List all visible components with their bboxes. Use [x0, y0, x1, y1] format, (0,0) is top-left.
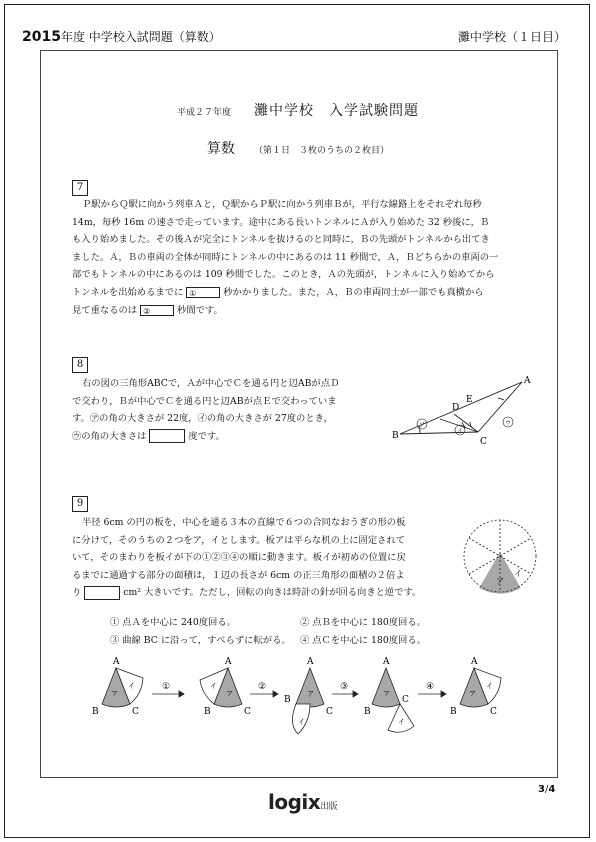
fig8-label-e: E	[466, 395, 473, 405]
q9-line-5	[72, 584, 442, 602]
fig9-step2-c: C	[326, 707, 333, 717]
question-9-number: 9	[72, 496, 88, 512]
fig9-step4-i-sector: イ	[486, 682, 493, 690]
q9-option-1: ① 点Ａを中心に 240度回る。	[110, 617, 236, 628]
fig9-arrow-1: ①	[162, 682, 171, 692]
exam-subject: 算数	[206, 141, 235, 157]
q7-line: も入り始めました。その後Ａが完全にトンネルを抜けるのと同時に，Ｂの先頭がトンネルから出てき	[72, 234, 490, 246]
fig8-angle-a: ア	[419, 422, 426, 429]
q7-line: ました。Ａ，Ｂの車両の全体が同時にトンネルの中にあるのは 11 秒間で，Ａ，Ｂどちらかの車両の一	[72, 251, 499, 263]
fig9-step1-b: B	[204, 707, 211, 717]
fig9-step2-b: B	[284, 695, 291, 705]
question-8-number: 8	[72, 357, 88, 373]
fig9-step4-a-sector: ア	[469, 690, 476, 698]
fig9-step3-i-sector: イ	[398, 718, 405, 726]
fig9-step0-b: B	[92, 707, 99, 717]
q7-line-7	[72, 302, 542, 320]
fig8-angle-i: イ	[457, 428, 464, 435]
q8-line: す。㋐の角の大きさが 22度，㋑の角の大きさが 27度のとき，	[72, 413, 333, 425]
q9-circle-figure	[462, 518, 538, 594]
fig8-label-d: D	[452, 403, 460, 413]
fig9-step3-b: B	[364, 707, 371, 717]
q9-line5-after: cm² 大きいです。ただし，回転の向きは時計の針が回る向きと逆です。	[123, 587, 422, 599]
question-9-text	[72, 514, 442, 602]
fig9-step4-c: C	[490, 707, 497, 717]
page-number: 3∕4	[538, 784, 556, 795]
q8-line: 右の図の三角形ABCで，Ａが中心でＣを通る円と辺ABが点Ｄ	[82, 378, 340, 389]
q7-line6-after: 秒かかりました。また，Ａ，Ｂの車両同士が一部でも真横から	[223, 286, 484, 298]
fig9-step4-a: A	[471, 657, 478, 667]
q9-steps-figure	[88, 654, 528, 738]
fig9-step2-a: A	[307, 657, 314, 667]
fig9-step3-a-sector: ア	[383, 690, 390, 698]
q8-line: で交わり，Ｂが中心でＣを通る円と辺ABが点Ｅで交わっていま	[72, 395, 337, 407]
q8-line-4	[72, 428, 382, 446]
fig9-step1-c: C	[244, 707, 251, 717]
q9-line: に分けて，そのうちの２つをア，イとします。板アは平らな机の上に固定されて	[72, 534, 406, 546]
fig9-step0-a: A	[113, 657, 120, 667]
logo-sub: 出版	[320, 802, 338, 812]
question-8-text	[72, 375, 382, 445]
q9-line: 半径 6cm の円の板を，中心を通る３本の直線で６つの合同なおうぎの形の板	[82, 517, 406, 528]
fig9-step0-i-sector: イ	[128, 682, 135, 690]
fig9-arrow-4: ④	[426, 682, 435, 692]
answer-box-q9[interactable]	[84, 586, 120, 600]
fig8-angle-u: ウ	[505, 420, 512, 427]
q8-last-before: ㋒の角の大きさは	[72, 430, 147, 442]
answer-box-2[interactable]: ②	[140, 305, 174, 316]
q7-line-6	[72, 284, 542, 302]
fig9-arrow-2: ②	[258, 682, 267, 692]
fig9-step4-b: B	[450, 707, 457, 717]
q7-line7-after: 秒間です。	[177, 304, 223, 316]
fig9-step2-i-sector: イ	[298, 718, 305, 726]
exam-note: （第１日 ３枚のうちの２枚目）	[254, 146, 390, 156]
q9-line5-before: り	[72, 587, 82, 599]
fig9-arrow-3: ③	[340, 682, 349, 692]
header-left-title: 年度 中学校入試問題（算数）	[60, 30, 221, 44]
exam-title-line	[0, 100, 596, 120]
q7-line6-before: トンネルを出始めるまでに	[72, 286, 184, 298]
publisher-logo	[268, 790, 337, 814]
fig8-label-b: B	[392, 431, 399, 441]
q7-line: 14m，毎秒 16m の速さで走っています。途中にある長いトンネルにＡが入り始めた 32 秒後に，Ｂ	[72, 216, 490, 228]
q9-line: いて，そのまわりを板イが下の①②③④の順に動きます。板イが初めの位置に戻	[72, 552, 406, 564]
exam-title: 灘中学校 入学試験問題	[254, 103, 420, 119]
q9-option-2: ② 点Ｂを中心に 180度回る。	[300, 617, 426, 628]
fig9-step2-a-sector: ア	[307, 690, 314, 698]
fig9-step1-a-sector: ア	[226, 690, 233, 698]
answer-box-1[interactable]: ①	[186, 287, 220, 298]
q9-line: るまでに通過する部分の面積は，１辺の長さが 6cm の正三角形の面積の２倍よ	[72, 569, 405, 581]
q7-line: 部でもトンネルの中にあるのは 109 秒間でした。このとき，Ａの先頭が，トンネルに入り始めてから	[72, 269, 495, 281]
subject-line	[0, 138, 596, 158]
header-right-title: 灘中学校（１日目）	[457, 30, 566, 44]
q7-line7-before: 見て重なるのは	[72, 304, 138, 316]
q9-option-4: ④ 点Ｃを中心に 180度回る。	[300, 635, 426, 646]
question-7-number: 7	[72, 180, 88, 196]
q8-triangle-figure	[380, 370, 540, 450]
header-left	[22, 28, 221, 45]
answer-box-q8[interactable]	[149, 429, 185, 443]
fig9-step1-a: A	[225, 657, 232, 667]
page-total: 4	[548, 784, 556, 795]
logo-text: logix	[268, 790, 321, 814]
question-7-text	[72, 196, 542, 319]
header-year: 2015	[22, 29, 61, 45]
fig8-label-c: C	[480, 437, 487, 447]
exam-era: 平成２７年度	[176, 108, 231, 118]
q8-last-after: 度です。	[188, 430, 225, 442]
fig9-step3-c: C	[402, 695, 409, 705]
fig9-label-i: イ	[514, 569, 522, 578]
q7-line: Ｐ駅からＱ駅に向かう列車Ａと，Ｑ駅からＰ駅に向かう列車Ｂが，平行な線路上をそれぞれ毎秒	[82, 199, 482, 210]
q9-option-3: ③ 曲線 BC に沿って，すべらずに転がる。	[110, 635, 291, 646]
fig9-label-a: ア	[496, 577, 504, 586]
fig9-step0-a-sector: ア	[111, 690, 118, 698]
fig9-step3-a: A	[383, 657, 390, 667]
fig9-step0-c: C	[132, 707, 139, 717]
fig8-label-a: A	[524, 376, 531, 386]
page-current: 3	[538, 784, 545, 795]
fig9-step1-i-sector: イ	[210, 682, 217, 690]
